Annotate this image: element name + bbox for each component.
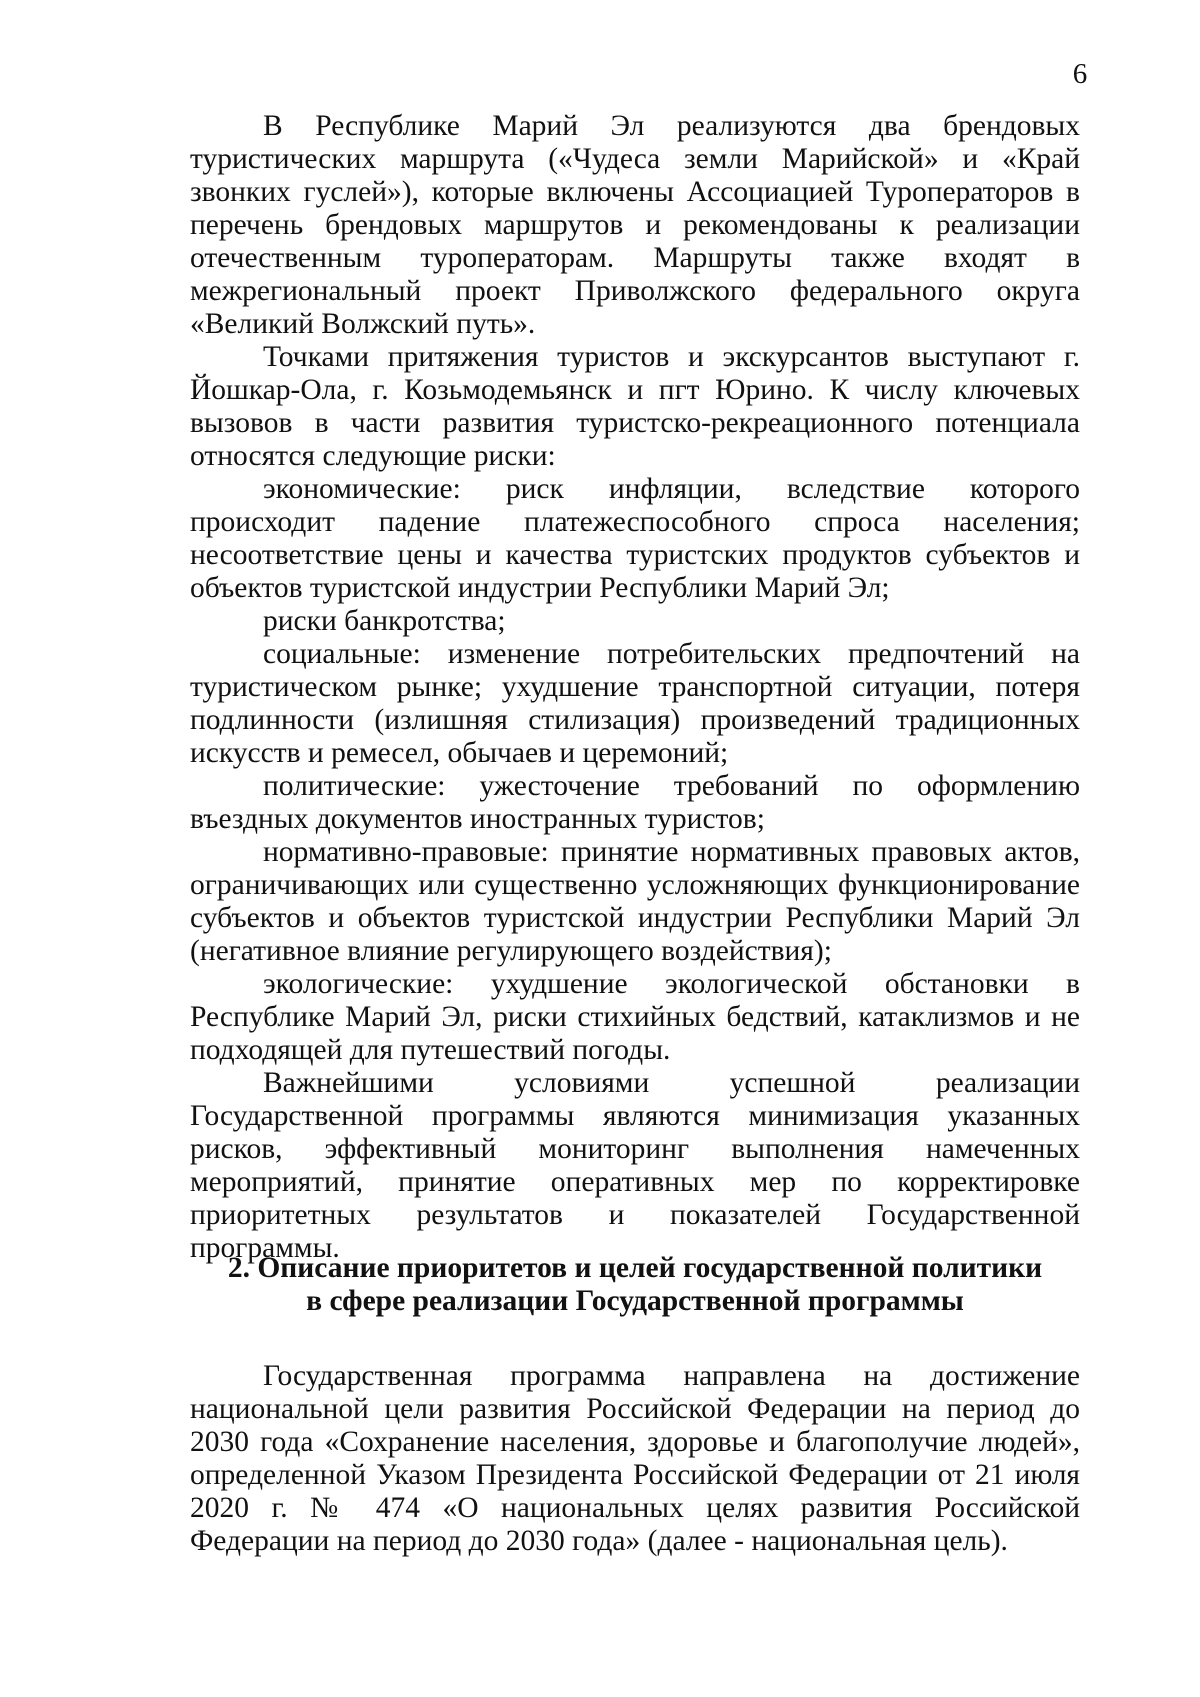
paragraph-ecological-risks: экологические: ухудшение экологической обстановки в Республике Марий Эл, риски стихийных бедствий, катаклизмов и не подходящей для путешествий погоды. xyxy=(190,968,1080,1066)
priorities-section-text xyxy=(190,1360,1080,1558)
paragraph-political-risks: политические: ужесточение требований по оформлению въездных документов иностранных туристов; xyxy=(190,770,1080,835)
paragraph-social-risks: социальные: изменение потребительских предпочтений на туристическом рынке; ухудшение транспортной ситуации, потеря подлинности (излишняя стилизация) произведений традиционных искусств и ремесел, обычаев и церемоний; xyxy=(190,638,1080,769)
page-number: 6 xyxy=(1072,58,1088,90)
paragraph-brand-routes: В Республике Марий Эл реализуются два брендовых туристических маршрута («Чудеса земли Марийской» и «Край звонких гуслей»), которые включены Ассоциацией Туроператоров в перечень брендовых маршрутов и рекомендованы к реализации отечественным туроператорам. Маршруты также входят в межрегиональный проект Приволжского федерального округа «Великий Волжский путь». xyxy=(190,110,1080,340)
paragraph-attraction-points: Точками притяжения туристов и экскурсантов выступают г. Йошкар-Ола, г. Козьмодемьянск и пгт Юрино. К числу ключевых вызовов в части развития туристско-рекреационного потенциала относятся следующие риски: xyxy=(190,341,1080,472)
paragraph-key-conditions: Важнейшими условиями успешной реализации Государственной программы являются минимизация указанных рисков, эффективный мониторинг выполнения намеченных мероприятий, принятие оперативных мер по корректировке приоритетных результатов и показателей Государственной программы. xyxy=(190,1067,1080,1264)
paragraph-legal-risks: нормативно-правовые: принятие нормативных правовых актов, ограничивающих или существенно усложняющих функционирование субъектов и объектов туристской индустрии Республики Марий Эл (негативное влияние регулирующего воздействия); xyxy=(190,836,1080,967)
paragraph-national-goal: Государственная программа направлена на достижение национальной цели развития Российской Федерации на период до 2030 года «Сохранение населения, здоровье и благополучие людей», определенной Указом Президента Российской Федерации от 21 июля 2020 г. № 474 «О национальных целях развития Российской Федерации на период до 2030 года» (далее - национальная цель). xyxy=(190,1360,1080,1557)
section-heading-line1: 2. Описание приоритетов и целей государственной политики xyxy=(227,1252,1043,1284)
risk-section-text xyxy=(190,110,1080,1265)
paragraph-economic-risks: экономические: риск инфляции, вследствие которого происходит падение платежеспособного спроса населения; несоответствие цены и качества туристских продуктов субъектов и объектов туристской индустрии Республики Марий Эл; xyxy=(190,473,1080,604)
section-heading-line2: в сфере реализации Государственной программы xyxy=(306,1285,964,1317)
paragraph-bankruptcy-risks: риски банкротства; xyxy=(263,605,506,637)
section-heading xyxy=(190,1252,1080,1318)
